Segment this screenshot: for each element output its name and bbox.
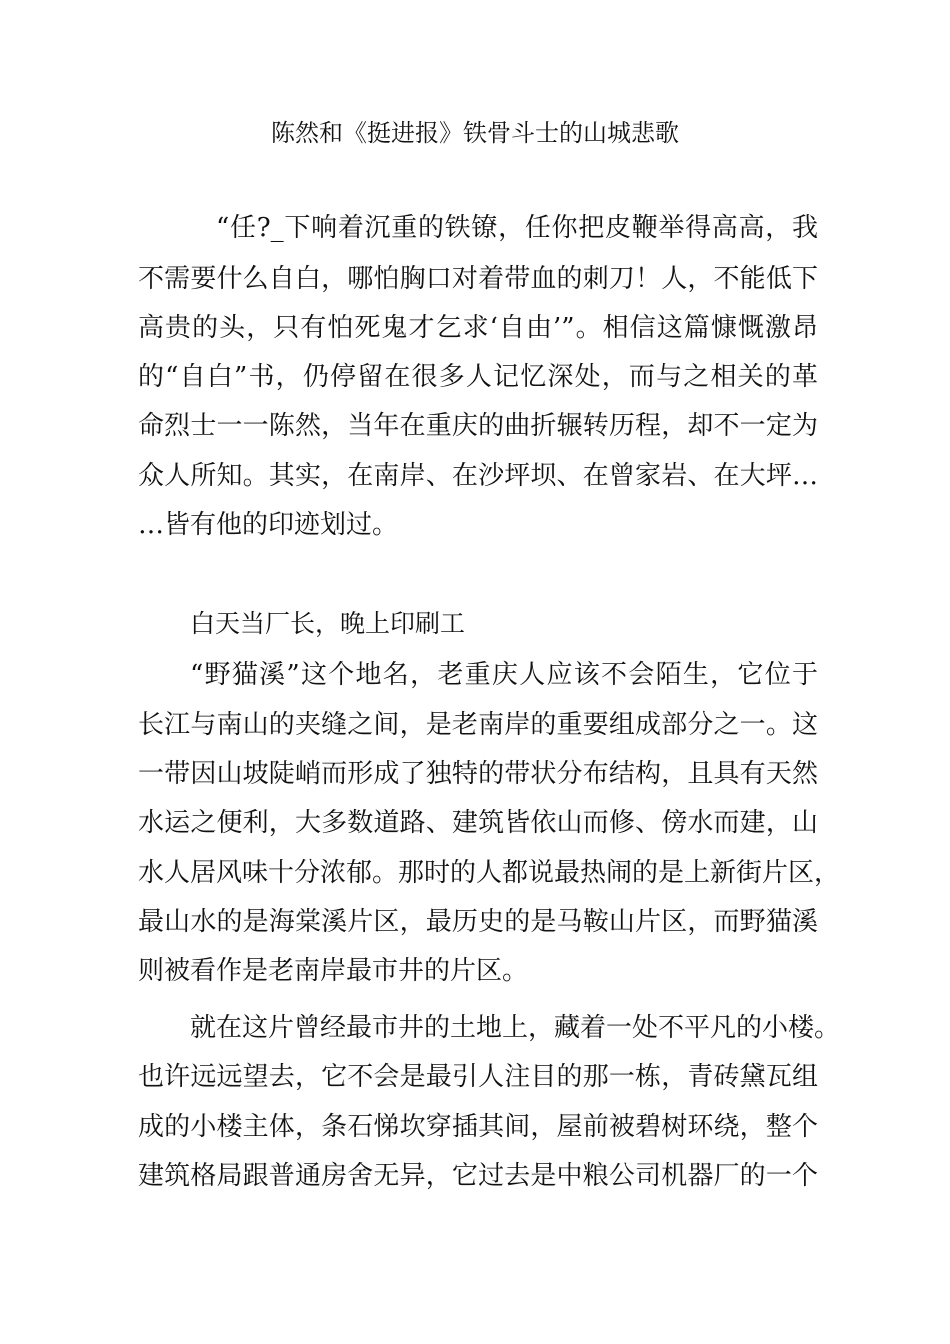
para1-line: 一带因山坡陡峭而形成了独特的带状分布结构，且具有天然	[138, 759, 818, 789]
para2-line: 成的小楼主体，条石悌坎穿插其间，屋前被碧树环绕，整个	[138, 1112, 818, 1142]
para2-line: 也许远远望去，它不会是最引人注目的那一栋，青砖黛瓦组	[138, 1062, 818, 1092]
para1-line: 水运之便利，大多数道路、建筑皆依山而修、傍水而建，山	[138, 808, 818, 838]
intro-line: 命烈士一一陈然，当年在重庆的曲折辗转历程，却不一定为	[138, 411, 818, 441]
section-heading: 白天当厂长，晚上印刷工	[190, 609, 466, 638]
intro-line: 不需要什么自白，哪怕胸口对着带血的刺刀！人，不能低下	[138, 264, 818, 294]
intro-line: 众人所知。其实，在南岸、在沙坪坝、在曾家岩、在大坪…	[138, 461, 818, 491]
para1-line: 水人居风味十分浓郁。那时的人都说最热闹的是上新街片区，	[138, 858, 841, 888]
para2-line: 建筑格局跟普通房舍无异，它过去是中粮公司机器厂的一个	[138, 1161, 818, 1191]
para1-line: “野猫溪”这个地名，老重庆人应该不会陌生，它位于	[190, 660, 818, 690]
para1-line: 则被看作是老南岸最市井的片区。	[138, 956, 529, 986]
intro-line: …皆有他的印迹划过。	[138, 510, 399, 540]
para1-line: 长江与南山的夹缝之间，是老南岸的重要组成部分之一。这	[138, 710, 818, 740]
para2-line: 就在这片曾经最市井的土地上，藏着一处不平凡的小楼。	[190, 1013, 841, 1043]
document-title: 陈然和《挺进报》铁骨斗士的山城悲歌	[271, 119, 679, 147]
intro-line: 高贵的头，只有怕死鬼才乞求‘自由’”。相信这篇慷慨激昂	[138, 313, 818, 343]
para1-line: 最山水的是海棠溪片区，最历史的是马鞍山片区，而野猫溪	[138, 907, 818, 937]
intro-line: “任?_下响着沉重的铁镣，任你把皮鞭举得高高，我	[216, 213, 818, 243]
intro-line: 的“自白”书，仍停留在很多人记忆深处，而与之相关的革	[138, 362, 818, 392]
